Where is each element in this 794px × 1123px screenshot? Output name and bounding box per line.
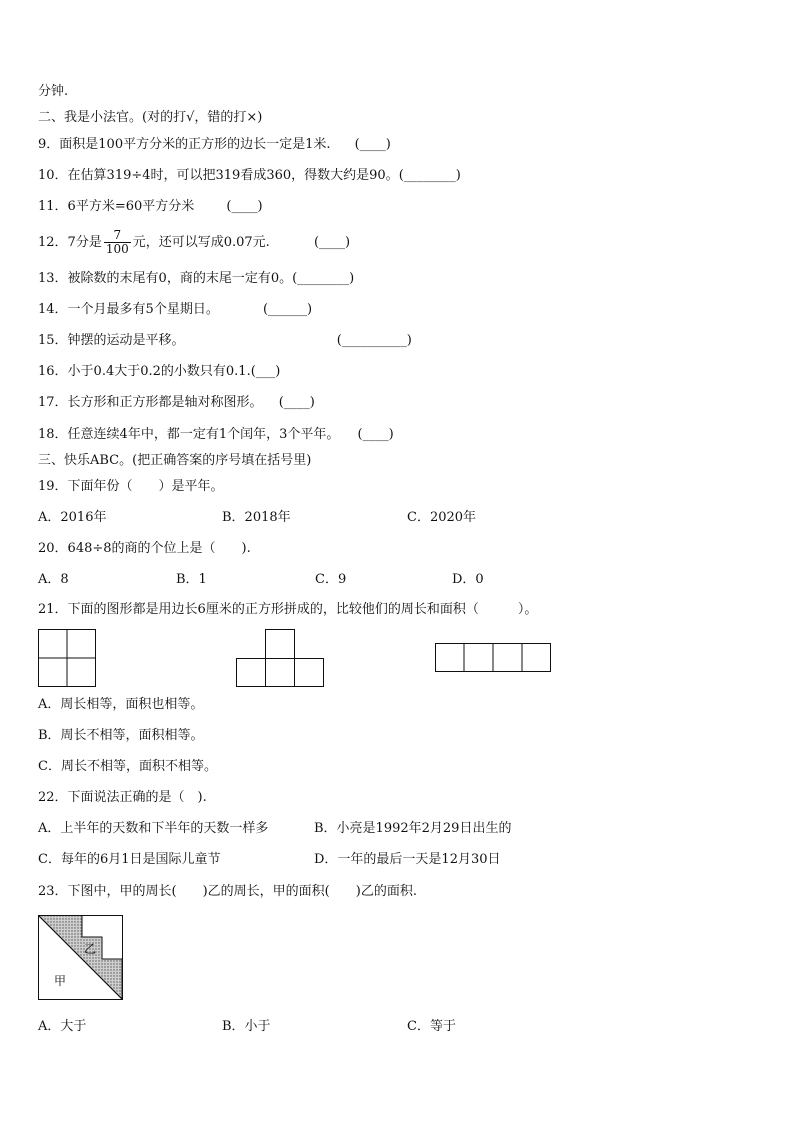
question-22: 22．下面说法正确的是（ ). — [38, 790, 207, 805]
q22-option-c[interactable]: C．每年的6月1日是国际儿童节 — [38, 852, 221, 867]
question-15 — [38, 333, 412, 349]
q21-figure-square-2x2 — [38, 629, 98, 689]
q21-option-c[interactable]: C．周长不相等，面积不相等。 — [38, 759, 217, 774]
q12-prefix: 12．7分是 — [38, 235, 102, 250]
question-16 — [38, 364, 280, 380]
top-text: 分钟. — [38, 84, 69, 99]
question-13 — [38, 271, 354, 287]
q12-denominator: 100 — [105, 242, 129, 256]
q20-option-b[interactable]: B．1 — [176, 572, 207, 587]
q19-option-b[interactable]: B．2018年 — [222, 510, 291, 525]
section-3-heading: 三、快乐ABC。(把正确答案的序号填在括号里) — [38, 453, 312, 468]
q14-text: 14．一个月最多有5个星期日。 — [38, 302, 219, 317]
question-12 — [38, 228, 350, 258]
q21-option-a[interactable]: A．周长相等，面积也相等。 — [38, 697, 204, 712]
q23-option-a[interactable]: A．大于 — [38, 1019, 87, 1034]
q10-text: 10．在估算319÷4时，可以把319看成360，得数大约是90。 — [38, 168, 399, 183]
q13-text: 13．被除数的末尾有0，商的末尾一定有0。 — [38, 271, 293, 286]
q21-figure-t-shape — [236, 629, 326, 689]
q19-option-a[interactable]: A．2016年 — [38, 510, 107, 525]
q9-text: 9．面积是100平方分米的正方形的边长一定是1米. — [38, 137, 331, 152]
q23-figure — [38, 915, 126, 1003]
question-23: 23．下图中，甲的周长( )乙的周长，甲的面积( )乙的面积. — [38, 884, 417, 899]
question-17 — [38, 395, 315, 411]
q12-numerator: 7 — [104, 229, 131, 243]
q23-label-yi: 乙 — [84, 942, 97, 956]
q13-answer-blank[interactable]: (________) — [292, 271, 355, 286]
q17-text: 17．长方形和正方形都是轴对称图形。 — [38, 395, 263, 410]
q15-text: 15．钟摆的运动是平移。 — [38, 333, 185, 348]
q11-text: 11．6平方米=60平方分米 — [38, 199, 195, 214]
q20-option-c[interactable]: C．9 — [315, 572, 347, 587]
question-20: 20．648÷8的商的个位上是（ ). — [38, 541, 251, 556]
q22-option-b[interactable]: B．小亮是1992年2月29日出生的 — [314, 821, 512, 836]
q23-option-b[interactable]: B．小于 — [222, 1019, 271, 1034]
q15-answer-blank[interactable]: (__________) — [336, 333, 412, 348]
q12-suffix: 元，还可以写成0.07元. — [132, 235, 270, 250]
question-9 — [38, 137, 391, 153]
question-10 — [38, 168, 461, 184]
q23-option-c[interactable]: C．等于 — [407, 1019, 456, 1034]
q14-answer-blank[interactable]: (______) — [262, 302, 313, 317]
section-2-heading: 二、我是小法官。(对的打√，错的打×) — [38, 110, 263, 125]
question-18 — [38, 427, 394, 443]
q16-answer-blank[interactable]: (___) — [250, 364, 281, 379]
question-11 — [38, 199, 263, 215]
q23-label-jia: 甲 — [54, 974, 67, 988]
q12-fraction — [104, 229, 131, 256]
q21-option-b[interactable]: B．周长不相等，面积相等。 — [38, 728, 204, 743]
q19-option-c[interactable]: C．2020年 — [407, 510, 477, 525]
question-14 — [38, 302, 312, 318]
question-19: 19．下面年份（ ）是平年。 — [38, 479, 224, 494]
q21-figure-row-1x4 — [435, 643, 553, 675]
q22-option-d[interactable]: D．一年的最后一天是12月30日 — [314, 852, 501, 867]
q16-text: 16．小于0.4大于0.2的小数只有0.1. — [38, 364, 251, 379]
q11-answer-blank[interactable]: (____) — [226, 199, 263, 214]
q17-answer-blank[interactable]: (____) — [278, 395, 315, 410]
q18-text: 18．任意连续4年中，都一定有1个闰年，3个平年。 — [38, 427, 340, 442]
q12-answer-blank[interactable]: (____) — [313, 235, 351, 250]
q22-option-a[interactable]: A．上半年的天数和下半年的天数一样多 — [38, 821, 269, 836]
q20-option-a[interactable]: A．8 — [38, 572, 69, 587]
question-21: 21．下面的图形都是用边长6厘米的正方形拼成的，比较他们的周长和面积（ ）。 — [38, 602, 538, 617]
q20-option-d[interactable]: D．0 — [452, 572, 484, 587]
q10-answer-blank[interactable]: (________) — [398, 168, 461, 183]
q18-answer-blank[interactable]: (____) — [357, 427, 394, 442]
q9-answer-blank[interactable]: (____) — [354, 137, 391, 152]
